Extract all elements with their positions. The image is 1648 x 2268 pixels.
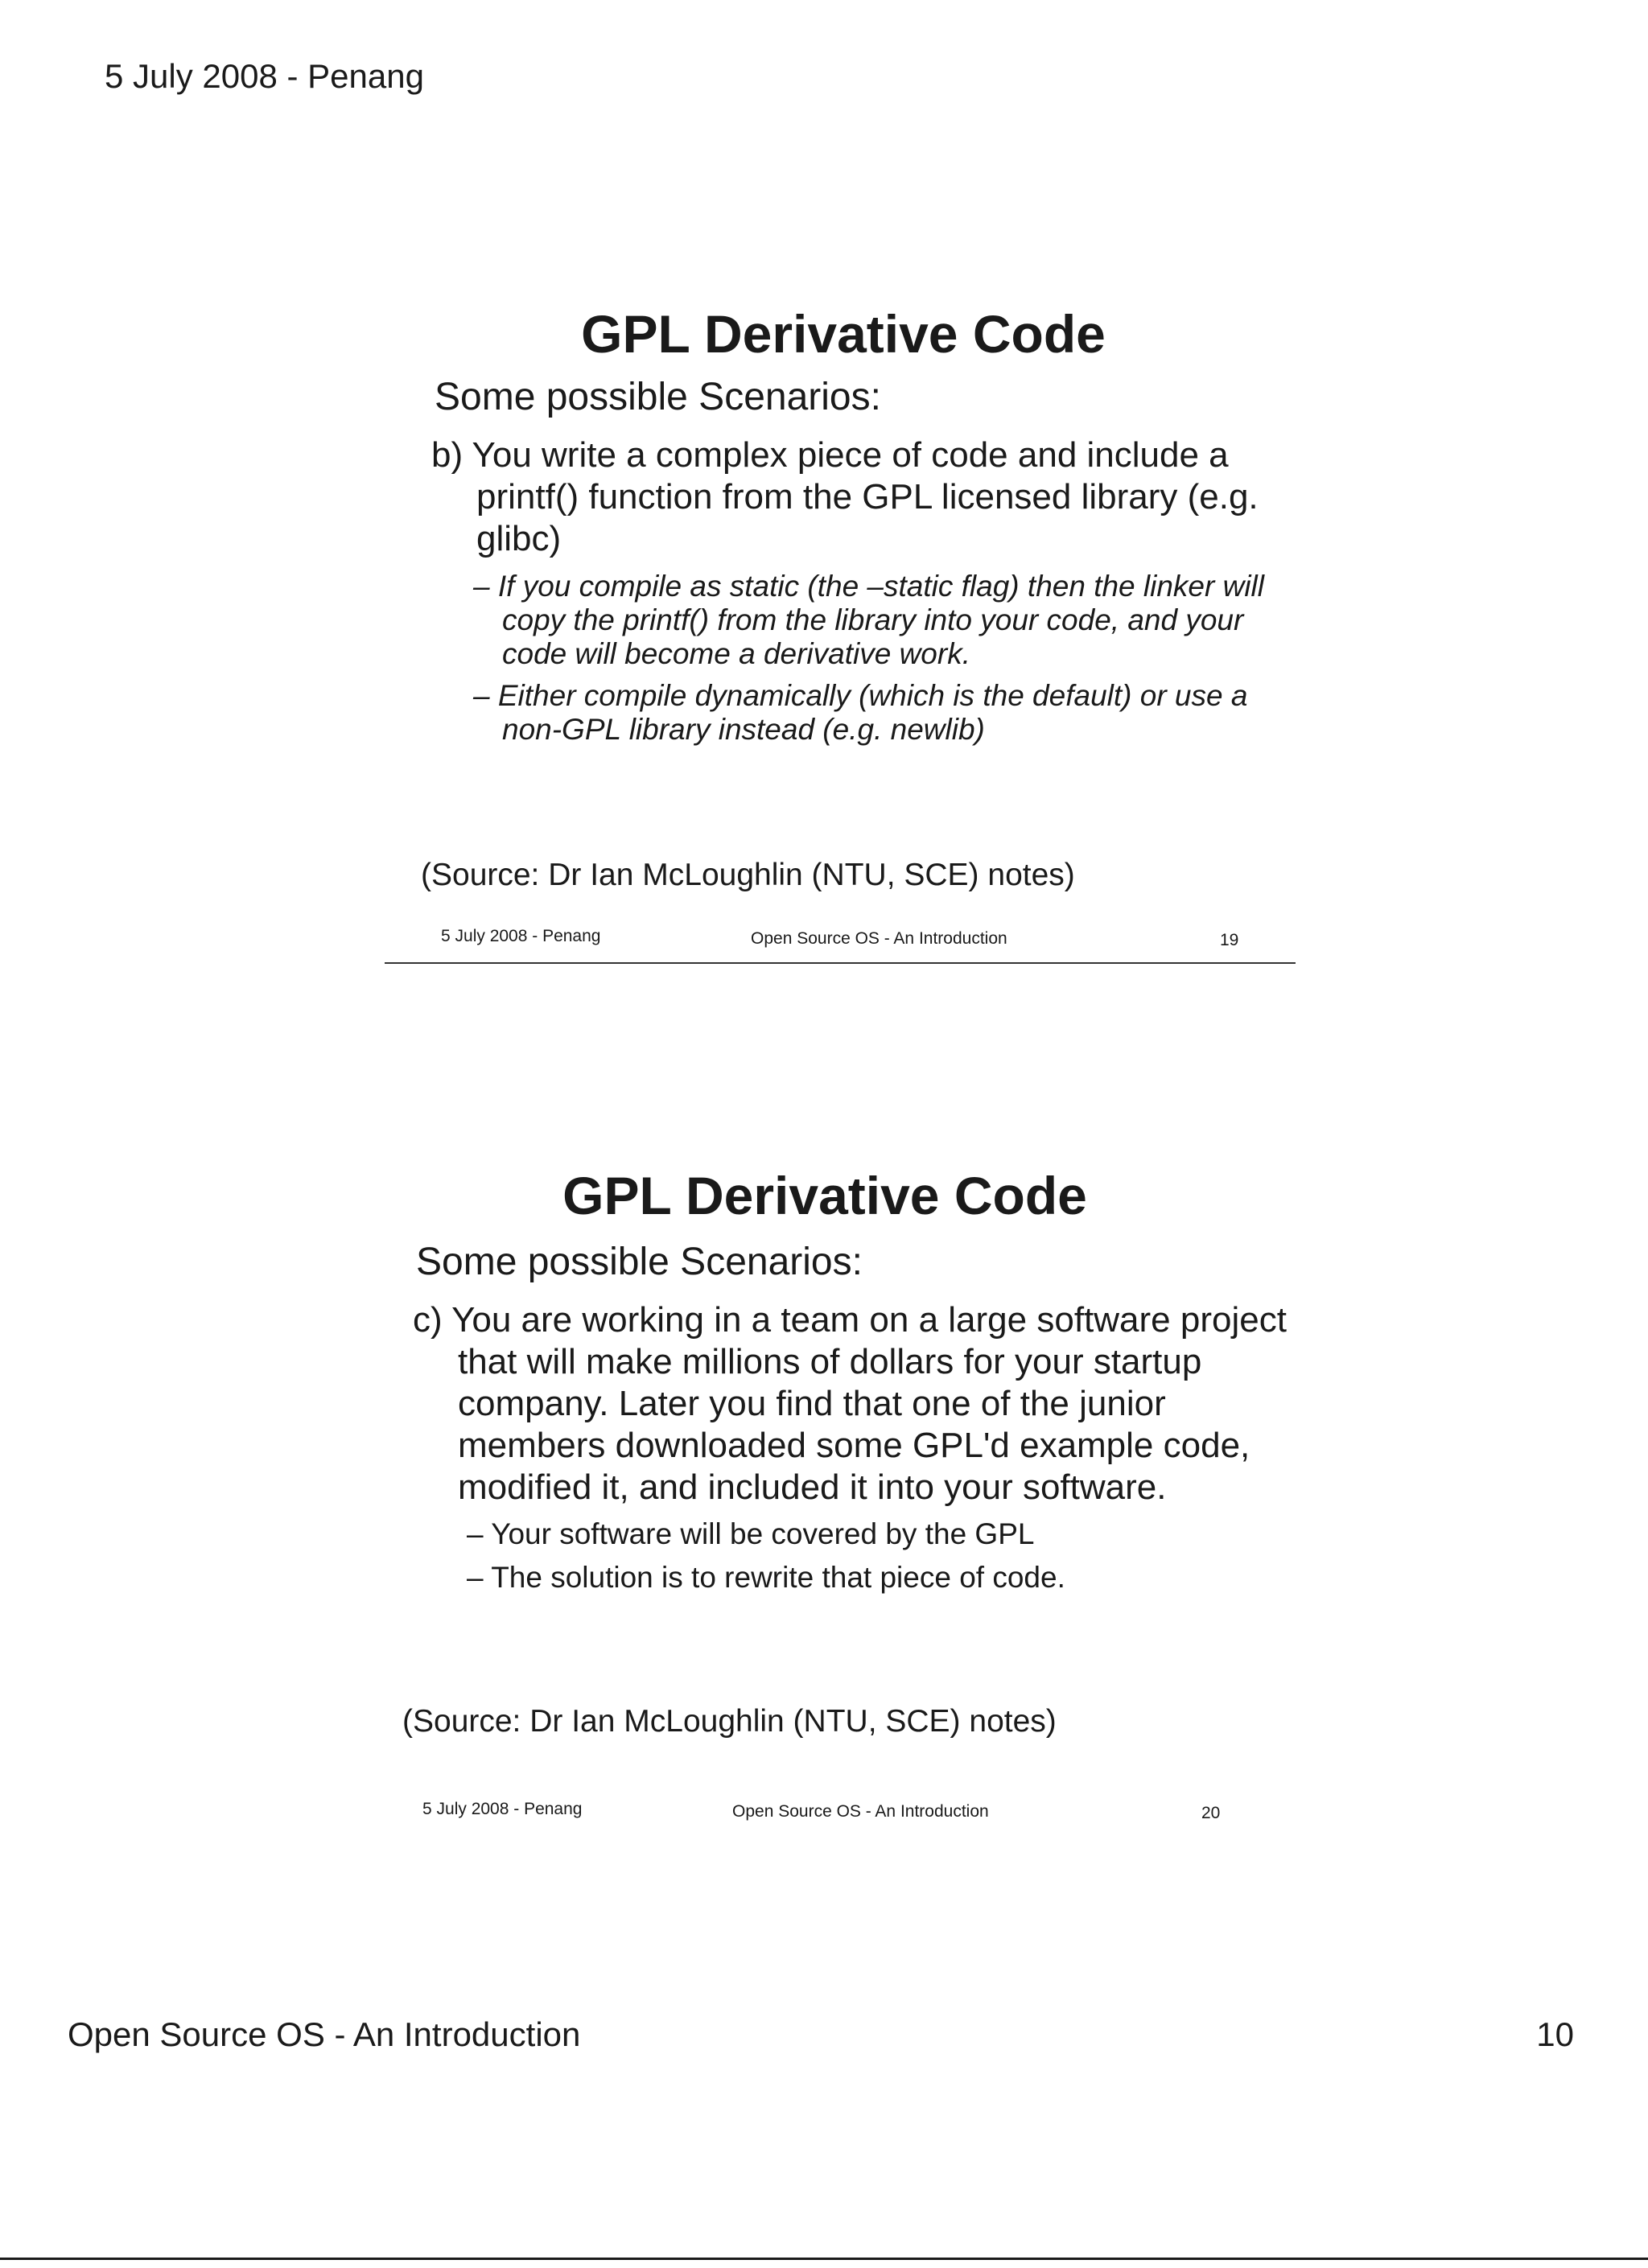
slide-title: GPL Derivative Code	[581, 304, 1106, 364]
page-header: 5 July 2008 - Penang	[105, 57, 424, 95]
bullet-item: – If you compile as static (the –static flag) then the linker will copy the printf() from the library into your code, and your code will become a derivative work.	[473, 570, 1264, 670]
bullet-list	[473, 570, 1278, 755]
source-note: (Source: Dr Ian McLoughlin (NTU, SCE) notes)	[402, 1704, 1057, 1739]
slide-number: 19	[1220, 931, 1239, 949]
slide-subtitle: Some possible Scenarios:	[435, 376, 881, 418]
bullet-item: – The solution is to rewrite that piece of code.	[467, 1561, 1065, 1594]
scenario-text: b) You write a complex piece of code and include a printf() function from the GPL licensed library (e.g. glibc)	[431, 435, 1259, 558]
bullet-list	[467, 1517, 1191, 1603]
slide-footer-date: 5 July 2008 - Penang	[441, 927, 601, 945]
slide-number: 20	[1201, 1804, 1221, 1822]
bullet-item: – Either compile dynamically (which is the default) or use a non-GPL library instead (e.g. newlib)	[473, 679, 1248, 746]
slide-20	[366, 1155, 1287, 1846]
slide-subtitle: Some possible Scenarios:	[416, 1241, 863, 1283]
bullet-item: – Your software will be covered by the GPL	[467, 1517, 1035, 1550]
slide-title: GPL Derivative Code	[562, 1166, 1087, 1225]
slide-footer-title: Open Source OS - An Introduction	[751, 929, 1007, 948]
scenario-text: c) You are working in a team on a large software project that will make millions of dollars for your startup company. Later you find that one of the junior members downloaded some GPL'd example code, modified it, and included it into your software.	[413, 1300, 1287, 1507]
page-footer-title: Open Source OS - An Introduction	[68, 2015, 581, 2053]
slide-footer-date: 5 July 2008 - Penang	[422, 1800, 583, 1818]
source-note: (Source: Dr Ian McLoughlin (NTU, SCE) notes)	[421, 858, 1075, 892]
slide-footer-title: Open Source OS - An Introduction	[732, 1802, 989, 1821]
slide-footer-rule	[385, 962, 1296, 964]
page-number: 10	[1536, 2015, 1574, 2053]
slide-19	[385, 290, 1302, 973]
page-bottom-rule	[0, 2258, 1648, 2260]
